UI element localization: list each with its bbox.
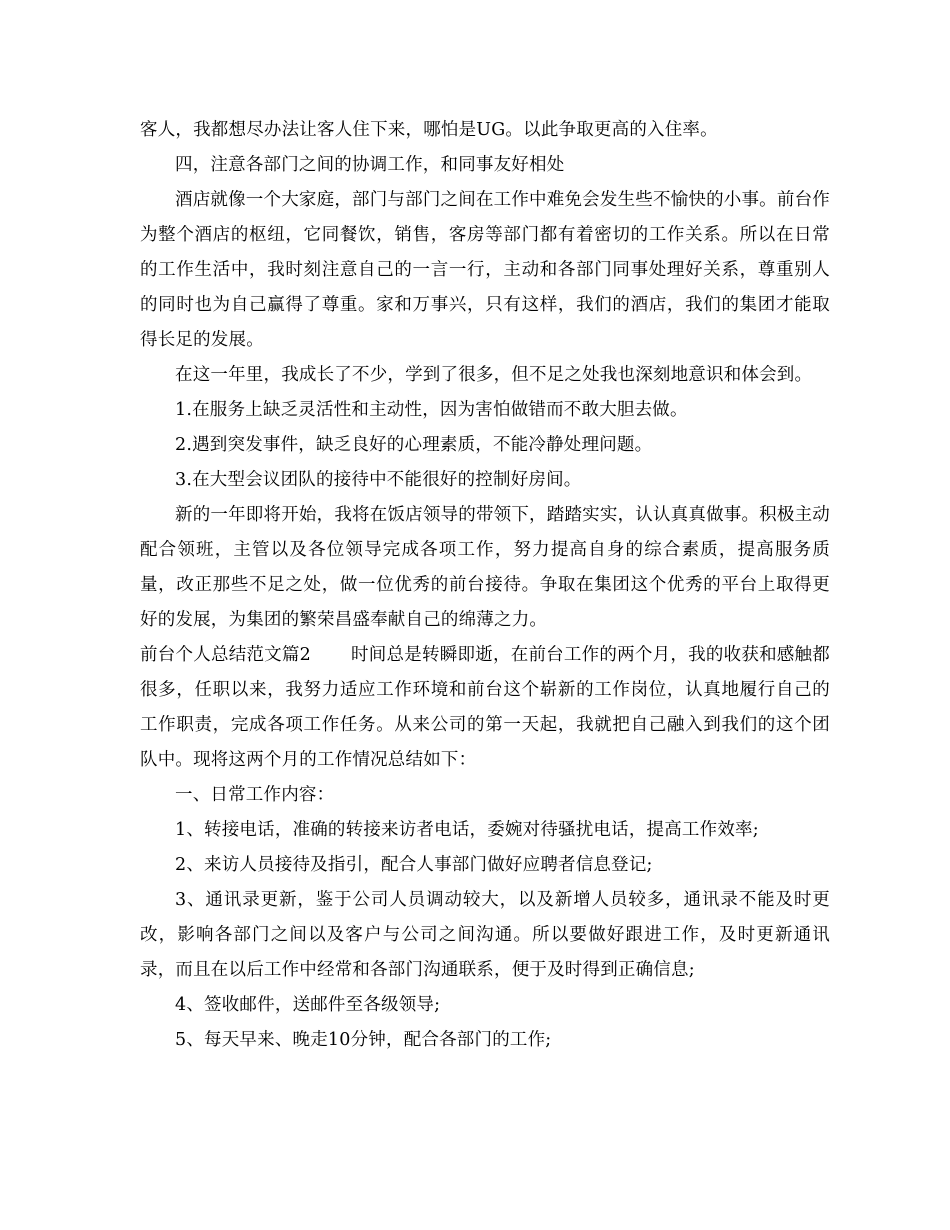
section-heading-one: 一、日常工作内容： [175,785,335,805]
paragraph: 在这一年里，我成长了不少，学到了很多，但不足之处我也深刻地意识和体会到。 [175,365,813,385]
paragraph: 新的一年即将开始，我将在饭店领导的带领下，踏踏实实，认认真真做事。积极主动配合领班，主管以及各位领导完成各项工作，努力提高自身的综合素质，提高服务质量，改正那些不足之处，做一位优秀的前台接待。争取在集团这个优秀的平台上取得更好的发展，为集团的繁荣昌盛奉献自己的绵薄之力。 [140,505,830,630]
list-item: 2、来访人员接待及指引，配合人事部门做好应聘者信息登记; [175,855,653,875]
list-item: 3.在大型会议团队的接待中不能很好的控制好房间。 [175,470,582,490]
list-item: 2.遇到突发事件，缺乏良好的心理素质，不能冷静处理问题。 [175,435,653,455]
list-item: 4、签收邮件，送邮件至各级领导; [175,995,441,1015]
section-heading-four: 四，注意各部门之间的协调工作，和同事友好相处 [175,155,565,175]
list-item: 5、每天早来、晚走10分钟，配合各部门的工作; [175,1030,552,1050]
paragraph: 酒店就像一个大家庭，部门与部门之间在工作中难免会发生些不愉快的小事。前台作为整个酒店的枢纽，它同餐饮，销售，客房等部门都有着密切的工作关系。所以在日常的工作生活中，我时刻注意自己的一言一行，主动和各部门同事处理好关系，尊重别人的同时也为自己赢得了尊重。家和万事兴，只有这样，我们的酒店，我们的集团才能取得长足的发展。 [140,190,830,350]
paragraph: 客人，我都想尽办法让客人住下来，哪怕是UG。以此争取更高的入住率。 [140,120,718,140]
list-item: 1.在服务上缺乏灵活性和主动性，因为害怕做错而不敢大胆去做。 [175,400,688,420]
article-intro: 时间总是转瞬即逝，在前台工作的两个月，我的收获和感触都很多，任职以来，我努力适应工作环境和前台这个崭新的工作岗位，认真地履行自己的工作职责，完成各项工作任务。从来公司的第一天起，我就把自己融入到我们的这个团队中。现将这两个月的工作情况总结如下： [140,645,830,770]
list-item: 3、通讯录更新，鉴于公司人员调动较大，以及新增人员较多，通讯录不能及时更改，影响各部门之间以及客户与公司之间沟通。所以要做好跟进工作，及时更新通讯录，而且在以后工作中经常和各部门沟通联系，便于及时得到正确信息; [140,890,830,980]
article-section [140,638,830,778]
article-heading: 前台个人总结范文篇2 [140,645,311,665]
document-body [140,113,830,1058]
list-item: 1、转接电话，准确的转接来访者电话，委婉对待骚扰电话，提高工作效率; [175,820,759,840]
